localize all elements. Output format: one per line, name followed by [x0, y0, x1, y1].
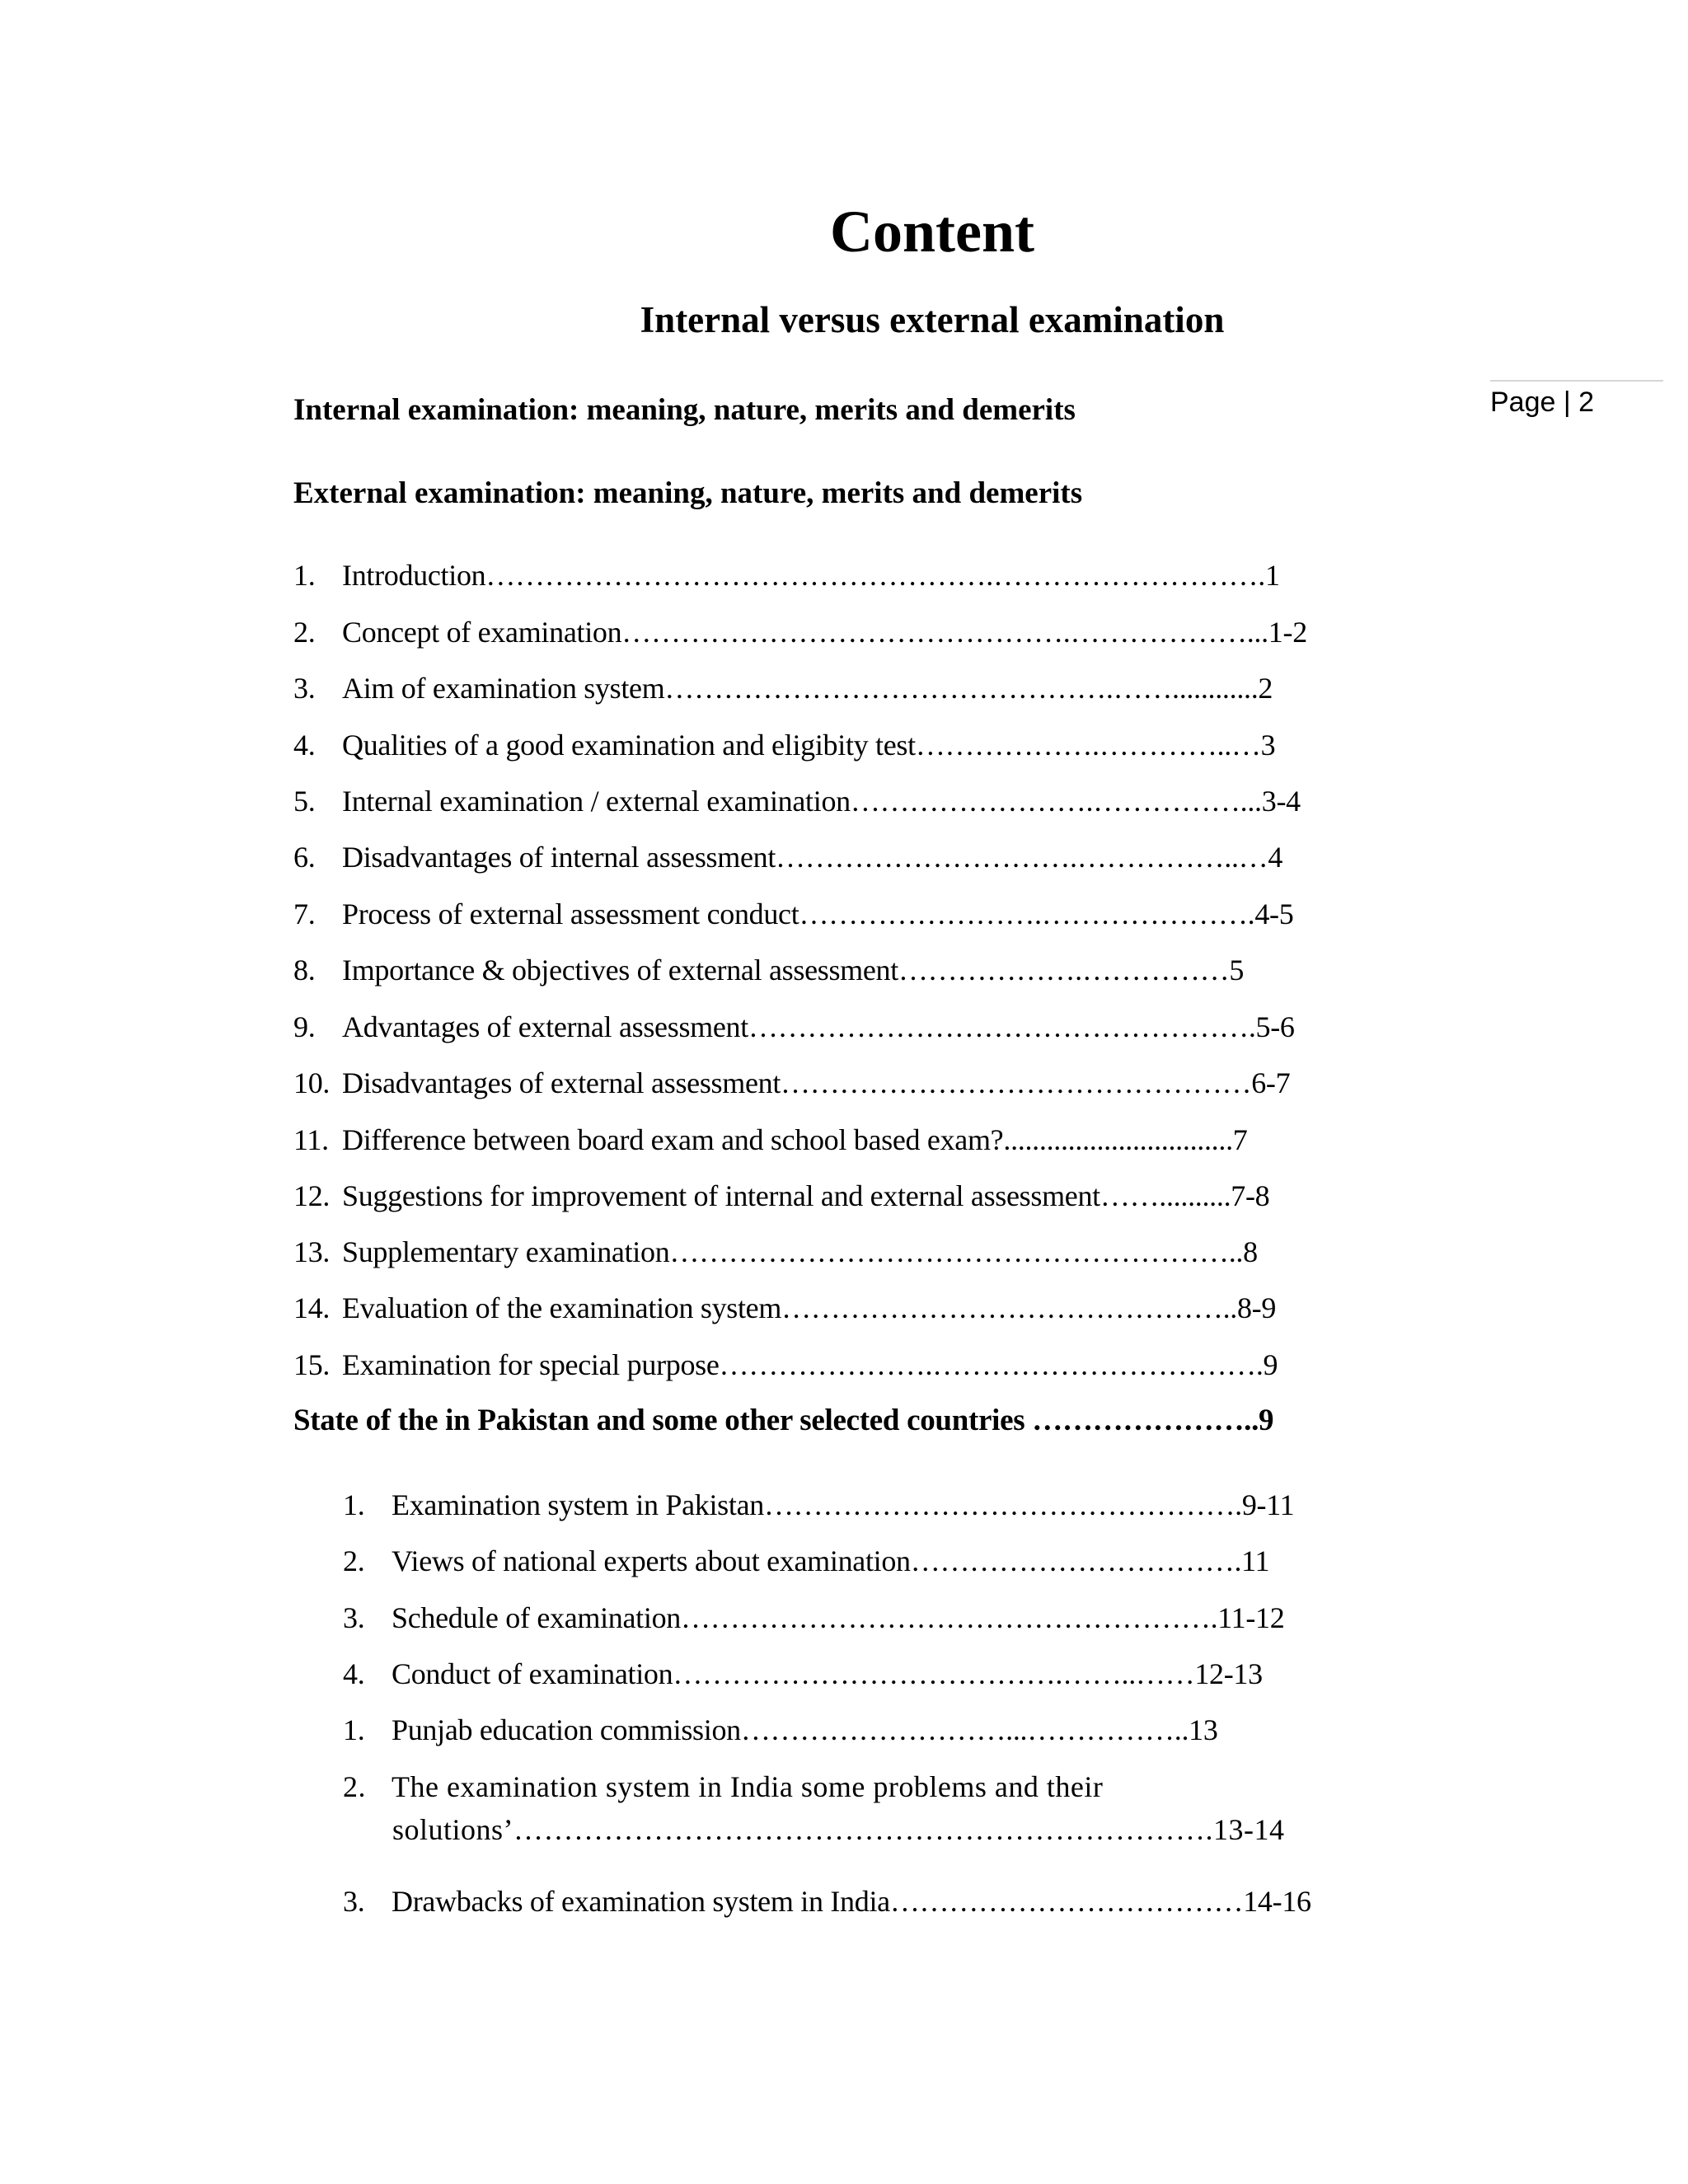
- toc-item-text: Aim of examination system……………………………………….……............2: [342, 672, 1273, 705]
- toc-item-text: Evaluation of the examination system………………………………………..8-9: [342, 1291, 1277, 1324]
- page-subtitle: Internal versus external examination: [640, 299, 1225, 340]
- toc-item-number: 6.: [293, 841, 316, 874]
- toc-item-number: 8.: [293, 954, 316, 987]
- toc2-item-number: 3.: [343, 1885, 365, 1918]
- toc-item: [293, 668, 1273, 708]
- toc-item-number: 15.: [293, 1348, 331, 1381]
- toc2-item-text: Examination system in Pakistan………………………………………….9-11: [392, 1488, 1295, 1521]
- toc-item: [293, 725, 1275, 765]
- toc-item-number: 10.: [293, 1066, 331, 1099]
- toc2-item-number: 3.: [343, 1601, 365, 1634]
- toc-item-text: Difference between board exam and school based exam?................................7: [342, 1123, 1248, 1156]
- toc-item-number: 12.: [293, 1179, 331, 1212]
- toc2-item: [343, 1485, 1294, 1525]
- toc-item-text: Introduction…………………………………………….……………………….1: [342, 559, 1280, 592]
- toc2-item: [343, 1710, 1218, 1750]
- toc2-item-text: The examination system in India some problems and their: [392, 1770, 1104, 1803]
- toc-item-text: Qualities of a good examination and eligibity test……………….…………..…3: [342, 729, 1276, 762]
- toc-item: [293, 894, 1293, 934]
- toc2-item-text: Views of national experts about examination…………………………….11: [392, 1544, 1270, 1577]
- toc-item: [293, 1176, 1269, 1216]
- toc-item: [293, 781, 1301, 821]
- toc2-item-text: Conduct of examination………………………………….……..……12-13: [392, 1657, 1263, 1690]
- toc-item-text: Suggestions for improvement of internal and external assessment……..........7-8: [342, 1179, 1270, 1212]
- section-heading-pakistan: State of the in Pakistan and some other selected countries …………………..9: [293, 1404, 1274, 1437]
- heading-internal-examination: Internal examination: meaning, nature, merits and demerits: [293, 393, 1076, 427]
- toc-item-number: 3.: [293, 672, 316, 705]
- toc2-item-number: 1.: [343, 1713, 365, 1746]
- toc2-item-number: 2.: [343, 1544, 365, 1577]
- toc2-item-text-continued: solutions’…………………………………………………………….13-14: [392, 1813, 1285, 1846]
- toc2-item: [343, 1882, 1311, 1921]
- toc-item: [293, 1345, 1278, 1385]
- toc-item-text: Examination for special purpose………………….…………………………….9: [342, 1348, 1278, 1381]
- toc2-item-number: 2.: [343, 1770, 366, 1803]
- toc-item-number: 11.: [293, 1123, 329, 1156]
- toc-item-number: 14.: [293, 1291, 331, 1324]
- toc-item-text: Supplementary examination…………………………………………………..8: [342, 1235, 1258, 1268]
- page-number-rule: [1490, 380, 1663, 382]
- toc-item-number: 2.: [293, 616, 316, 649]
- toc-item-text: Disadvantages of external assessment…………………………………………6-7: [342, 1066, 1291, 1099]
- toc-item-number: 4.: [293, 729, 316, 762]
- toc-item-number: 9.: [293, 1010, 316, 1043]
- toc-item-text: Advantages of external assessment…………………………………………….5-6: [342, 1010, 1295, 1043]
- page-number: Page | 2: [1490, 387, 1595, 418]
- toc-item: [293, 555, 1280, 595]
- page-title: Content: [830, 199, 1034, 265]
- toc2-item-number: 1.: [343, 1488, 365, 1521]
- toc-item-number: 5.: [293, 785, 316, 818]
- toc-item-text: Disadvantages of internal assessment………………………….……………..…4: [342, 841, 1283, 874]
- toc2-item-text: Schedule of examination……………………………………………….11-12: [392, 1601, 1285, 1634]
- toc-item-text: Concept of examination……………………………………….………………...1-2: [342, 616, 1307, 649]
- toc-item: [293, 1063, 1290, 1103]
- toc-item-number: 13.: [293, 1235, 331, 1268]
- toc-item: [293, 950, 1244, 990]
- toc-item-text: Internal examination / external examination…………………….……………...3-4: [342, 785, 1301, 818]
- toc2-item: [343, 1767, 1103, 1807]
- toc-item: [293, 1232, 1258, 1272]
- toc2-item-text: Punjab education commission………………………...……………..13: [392, 1713, 1218, 1746]
- toc2-item: [343, 1654, 1263, 1694]
- toc-item-text: Process of external assessment conduct…………………….………………….4-5: [342, 898, 1294, 930]
- toc2-item: [343, 1598, 1284, 1638]
- toc-item-text: Importance & objectives of external assessment……………….……………5: [342, 954, 1245, 987]
- toc-item: [293, 612, 1307, 652]
- toc-item: [293, 837, 1282, 877]
- heading-external-examination: External examination: meaning, nature, merits and demerits: [293, 476, 1083, 510]
- toc-item-number: 7.: [293, 898, 316, 930]
- toc2-item-number: 4.: [343, 1657, 365, 1690]
- toc-item: [293, 1288, 1276, 1328]
- toc-item-number: 1.: [293, 559, 316, 592]
- toc2-item-text: Drawbacks of examination system in India………………………………14-16: [392, 1885, 1311, 1918]
- toc-item: [293, 1007, 1295, 1047]
- toc-item: [293, 1120, 1247, 1160]
- toc2-item: [343, 1541, 1269, 1581]
